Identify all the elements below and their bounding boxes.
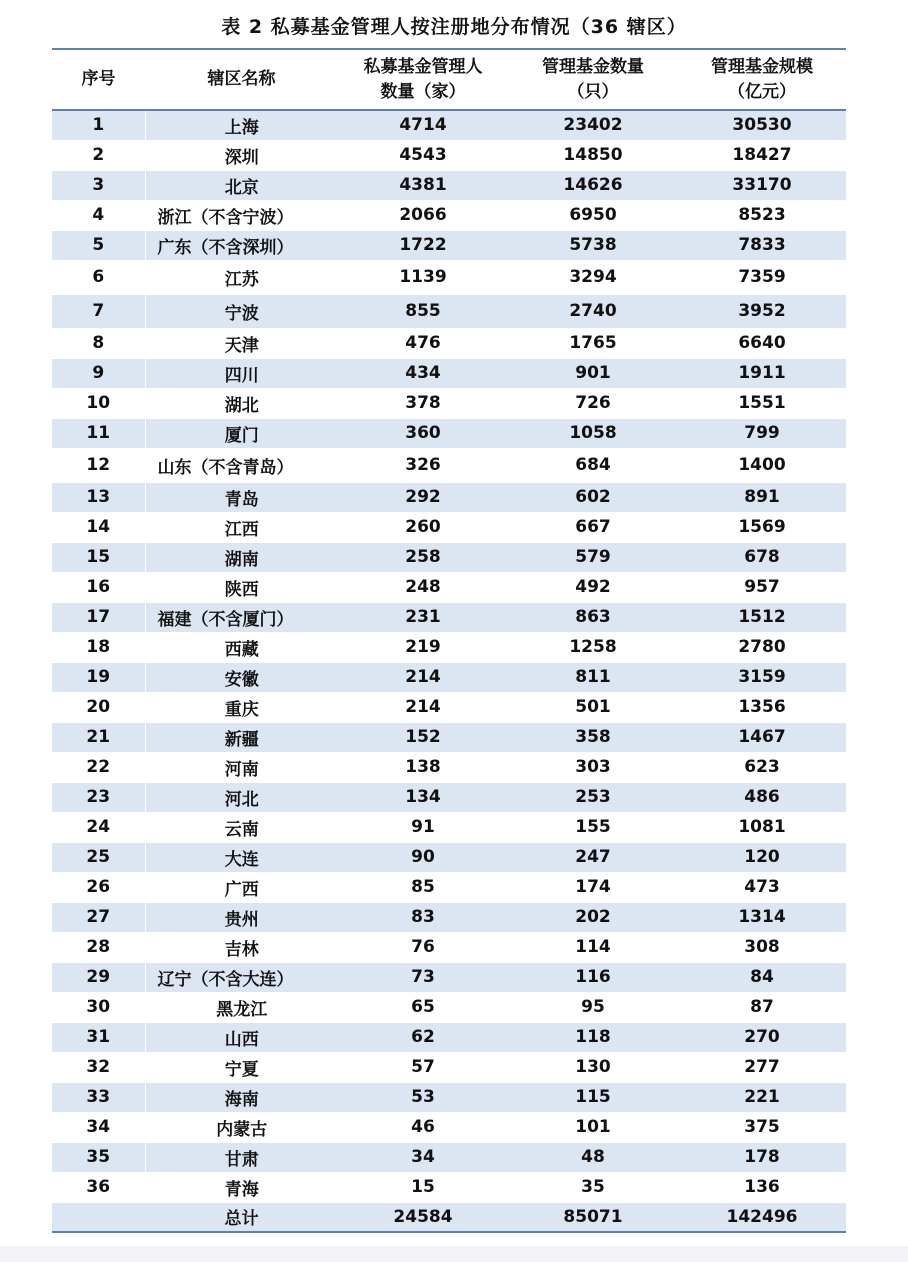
row-managers-cell: 2066 bbox=[338, 200, 508, 230]
total-funds: 85071 bbox=[563, 1206, 623, 1227]
table-row bbox=[52, 932, 846, 962]
header-managers-line1: 私募基金管理人 bbox=[363, 56, 483, 77]
row-index-cell: 13 bbox=[52, 482, 145, 512]
row-managers-cell: 34 bbox=[338, 1142, 508, 1172]
row-managers-cell: 1139 bbox=[338, 260, 508, 294]
row-aum-cell: 221 bbox=[678, 1082, 846, 1112]
row-managers-cell: 4543 bbox=[338, 140, 508, 170]
row-managers-cell: 46 bbox=[338, 1112, 508, 1142]
row-managers-cell: 214 bbox=[338, 662, 508, 692]
row-region-cell: 山东（不含青岛） bbox=[145, 448, 338, 482]
row-aum-cell: 7359 bbox=[678, 260, 846, 294]
row-aum-cell: 799 bbox=[678, 418, 846, 448]
row-managers-cell: 90 bbox=[338, 842, 508, 872]
table-row bbox=[52, 842, 846, 872]
row-funds-cell: 5738 bbox=[508, 230, 678, 260]
row-managers-cell: 248 bbox=[338, 572, 508, 602]
row-region-cell: 北京 bbox=[145, 170, 338, 200]
row-funds-cell: 14850 bbox=[508, 140, 678, 170]
row-region-cell: 海南 bbox=[145, 1082, 338, 1112]
row-index-cell: 5 bbox=[52, 230, 145, 260]
row-index-cell: 28 bbox=[52, 932, 145, 962]
row-region-cell: 江苏 bbox=[145, 260, 338, 294]
table-row bbox=[52, 722, 846, 752]
row-region-cell: 天津 bbox=[145, 328, 338, 358]
row-index-cell: 18 bbox=[52, 632, 145, 662]
row-aum-cell: 120 bbox=[678, 842, 846, 872]
table-row bbox=[52, 1022, 846, 1052]
header-region: 辖区名称 bbox=[207, 69, 276, 89]
row-aum-cell: 2780 bbox=[678, 632, 846, 662]
row-managers-cell: 360 bbox=[338, 418, 508, 448]
row-funds-cell: 35 bbox=[508, 1172, 678, 1202]
row-aum-cell: 1911 bbox=[678, 358, 846, 388]
row-region-cell: 青海 bbox=[145, 1172, 338, 1202]
row-index-cell: 16 bbox=[52, 572, 145, 602]
row-funds-cell: 95 bbox=[508, 992, 678, 1022]
row-index-cell: 2 bbox=[52, 140, 145, 170]
table-body bbox=[52, 110, 846, 1202]
row-managers-cell: 65 bbox=[338, 992, 508, 1022]
row-managers-cell: 76 bbox=[338, 932, 508, 962]
row-aum-cell: 1551 bbox=[678, 388, 846, 418]
row-funds-cell: 116 bbox=[508, 962, 678, 992]
row-index-cell: 24 bbox=[52, 812, 145, 842]
table-row bbox=[52, 260, 846, 294]
row-region-cell: 广西 bbox=[145, 872, 338, 902]
table-row bbox=[52, 110, 846, 140]
row-aum-cell: 6640 bbox=[678, 328, 846, 358]
row-region-cell: 内蒙古 bbox=[145, 1112, 338, 1142]
row-aum-cell: 3159 bbox=[678, 662, 846, 692]
row-index-cell: 26 bbox=[52, 872, 145, 902]
row-region-cell: 河北 bbox=[145, 782, 338, 812]
row-region-cell: 四川 bbox=[145, 358, 338, 388]
row-region-cell: 辽宁（不含大连） bbox=[145, 962, 338, 992]
row-aum-cell: 891 bbox=[678, 482, 846, 512]
row-managers-cell: 260 bbox=[338, 512, 508, 542]
row-aum-cell: 1081 bbox=[678, 812, 846, 842]
row-aum-cell: 178 bbox=[678, 1142, 846, 1172]
table-row bbox=[52, 692, 846, 722]
row-funds-cell: 101 bbox=[508, 1112, 678, 1142]
row-index-cell: 20 bbox=[52, 692, 145, 722]
row-managers-cell: 138 bbox=[338, 752, 508, 782]
row-funds-cell: 247 bbox=[508, 842, 678, 872]
row-region-cell: 云南 bbox=[145, 812, 338, 842]
row-funds-cell: 115 bbox=[508, 1082, 678, 1112]
row-aum-cell: 277 bbox=[678, 1052, 846, 1082]
row-region-cell: 山西 bbox=[145, 1022, 338, 1052]
header-managers-line2: 数量（家） bbox=[380, 81, 466, 102]
row-aum-cell: 957 bbox=[678, 572, 846, 602]
row-managers-cell: 85 bbox=[338, 872, 508, 902]
table-row bbox=[52, 1142, 846, 1172]
table-row bbox=[52, 448, 846, 482]
table-row bbox=[52, 812, 846, 842]
row-managers-cell: 214 bbox=[338, 692, 508, 722]
table-title: 表 2 私募基金管理人按注册地分布情况（36 辖区） bbox=[221, 16, 687, 38]
row-managers-cell: 292 bbox=[338, 482, 508, 512]
row-aum-cell: 623 bbox=[678, 752, 846, 782]
row-aum-cell: 87 bbox=[678, 992, 846, 1022]
row-region-cell: 大连 bbox=[145, 842, 338, 872]
table-header-row bbox=[52, 49, 846, 110]
row-index-cell: 30 bbox=[52, 992, 145, 1022]
row-funds-cell: 202 bbox=[508, 902, 678, 932]
row-funds-cell: 1058 bbox=[508, 418, 678, 448]
row-index-cell: 15 bbox=[52, 542, 145, 572]
table-row bbox=[52, 512, 846, 542]
table-row bbox=[52, 542, 846, 572]
row-index-cell: 25 bbox=[52, 842, 145, 872]
row-index-cell: 36 bbox=[52, 1172, 145, 1202]
row-funds-cell: 684 bbox=[508, 448, 678, 482]
row-index-cell: 17 bbox=[52, 602, 145, 632]
row-region-cell: 湖北 bbox=[145, 388, 338, 418]
row-region-cell: 吉林 bbox=[145, 932, 338, 962]
total-aum: 142496 bbox=[726, 1206, 798, 1227]
row-region-cell: 福建（不含厦门） bbox=[145, 602, 338, 632]
row-index-cell: 7 bbox=[52, 294, 145, 328]
row-index-cell: 22 bbox=[52, 752, 145, 782]
row-funds-cell: 811 bbox=[508, 662, 678, 692]
table-row bbox=[52, 1082, 846, 1112]
row-region-cell: 新疆 bbox=[145, 722, 338, 752]
table-row bbox=[52, 1052, 846, 1082]
table-row bbox=[52, 1172, 846, 1202]
row-index-cell: 21 bbox=[52, 722, 145, 752]
table-row bbox=[52, 872, 846, 902]
row-region-cell: 宁夏 bbox=[145, 1052, 338, 1082]
table-row bbox=[52, 482, 846, 512]
row-aum-cell: 1356 bbox=[678, 692, 846, 722]
table-row bbox=[52, 782, 846, 812]
row-region-cell: 深圳 bbox=[145, 140, 338, 170]
row-funds-cell: 492 bbox=[508, 572, 678, 602]
row-region-cell: 陕西 bbox=[145, 572, 338, 602]
row-region-cell: 黑龙江 bbox=[145, 992, 338, 1022]
row-managers-cell: 134 bbox=[338, 782, 508, 812]
header-funds-line1: 管理基金数量 bbox=[542, 56, 644, 77]
table-row bbox=[52, 140, 846, 170]
row-funds-cell: 23402 bbox=[508, 110, 678, 140]
row-index-cell: 12 bbox=[52, 448, 145, 482]
row-funds-cell: 6950 bbox=[508, 200, 678, 230]
row-funds-cell: 726 bbox=[508, 388, 678, 418]
table-row bbox=[52, 572, 846, 602]
row-aum-cell: 33170 bbox=[678, 170, 846, 200]
row-aum-cell: 486 bbox=[678, 782, 846, 812]
total-label: 总计 bbox=[224, 1209, 259, 1230]
row-funds-cell: 48 bbox=[508, 1142, 678, 1172]
row-index-cell: 6 bbox=[52, 260, 145, 294]
table-row bbox=[52, 294, 846, 328]
row-funds-cell: 667 bbox=[508, 512, 678, 542]
total-managers: 24584 bbox=[393, 1206, 453, 1227]
row-funds-cell: 1765 bbox=[508, 328, 678, 358]
row-funds-cell: 14626 bbox=[508, 170, 678, 200]
row-managers-cell: 57 bbox=[338, 1052, 508, 1082]
row-aum-cell: 1569 bbox=[678, 512, 846, 542]
row-region-cell: 甘肃 bbox=[145, 1142, 338, 1172]
table-row bbox=[52, 230, 846, 260]
row-managers-cell: 53 bbox=[338, 1082, 508, 1112]
table-row bbox=[52, 602, 846, 632]
row-aum-cell: 1314 bbox=[678, 902, 846, 932]
header-aum bbox=[678, 49, 846, 110]
table-row bbox=[52, 358, 846, 388]
row-funds-cell: 901 bbox=[508, 358, 678, 388]
header-funds-line2: （只） bbox=[567, 81, 619, 102]
row-funds-cell: 602 bbox=[508, 482, 678, 512]
row-managers-cell: 434 bbox=[338, 358, 508, 388]
row-region-cell: 贵州 bbox=[145, 902, 338, 932]
table-row bbox=[52, 1112, 846, 1142]
row-index-cell: 33 bbox=[52, 1082, 145, 1112]
row-funds-cell: 1258 bbox=[508, 632, 678, 662]
row-region-cell: 青岛 bbox=[145, 482, 338, 512]
row-aum-cell: 1400 bbox=[678, 448, 846, 482]
table-row bbox=[52, 962, 846, 992]
row-aum-cell: 1467 bbox=[678, 722, 846, 752]
row-funds-cell: 579 bbox=[508, 542, 678, 572]
row-funds-cell: 130 bbox=[508, 1052, 678, 1082]
row-index-cell: 31 bbox=[52, 1022, 145, 1052]
row-funds-cell: 174 bbox=[508, 872, 678, 902]
row-index-cell: 8 bbox=[52, 328, 145, 358]
table-row bbox=[52, 902, 846, 932]
row-region-cell: 宁波 bbox=[145, 294, 338, 328]
row-managers-cell: 378 bbox=[338, 388, 508, 418]
row-managers-cell: 476 bbox=[338, 328, 508, 358]
row-index-cell: 9 bbox=[52, 358, 145, 388]
row-region-cell: 广东（不含深圳） bbox=[145, 230, 338, 260]
table-row bbox=[52, 200, 846, 230]
row-funds-cell: 155 bbox=[508, 812, 678, 842]
row-funds-cell: 3294 bbox=[508, 260, 678, 294]
row-region-cell: 浙江（不含宁波） bbox=[145, 200, 338, 230]
row-index-cell: 14 bbox=[52, 512, 145, 542]
row-index-cell: 32 bbox=[52, 1052, 145, 1082]
row-aum-cell: 136 bbox=[678, 1172, 846, 1202]
row-managers-cell: 326 bbox=[338, 448, 508, 482]
registration-distribution-table bbox=[52, 48, 846, 1233]
row-managers-cell: 73 bbox=[338, 962, 508, 992]
row-index-cell: 19 bbox=[52, 662, 145, 692]
row-region-cell: 湖南 bbox=[145, 542, 338, 572]
total-index-cell bbox=[52, 1202, 145, 1232]
row-managers-cell: 258 bbox=[338, 542, 508, 572]
row-managers-cell: 91 bbox=[338, 812, 508, 842]
row-aum-cell: 1512 bbox=[678, 602, 846, 632]
table-row bbox=[52, 418, 846, 448]
row-managers-cell: 231 bbox=[338, 602, 508, 632]
table-row bbox=[52, 632, 846, 662]
row-managers-cell: 83 bbox=[338, 902, 508, 932]
row-aum-cell: 678 bbox=[678, 542, 846, 572]
row-aum-cell: 270 bbox=[678, 1022, 846, 1052]
header-aum-line2: （亿元） bbox=[728, 81, 796, 102]
row-managers-cell: 855 bbox=[338, 294, 508, 328]
header-funds bbox=[508, 49, 678, 110]
row-region-cell: 上海 bbox=[145, 110, 338, 140]
row-funds-cell: 2740 bbox=[508, 294, 678, 328]
row-index-cell: 23 bbox=[52, 782, 145, 812]
row-aum-cell: 473 bbox=[678, 872, 846, 902]
row-funds-cell: 863 bbox=[508, 602, 678, 632]
row-funds-cell: 501 bbox=[508, 692, 678, 722]
table-row bbox=[52, 388, 846, 418]
row-index-cell: 29 bbox=[52, 962, 145, 992]
row-index-cell: 34 bbox=[52, 1112, 145, 1142]
table-row bbox=[52, 170, 846, 200]
row-region-cell: 河南 bbox=[145, 752, 338, 782]
row-aum-cell: 30530 bbox=[678, 110, 846, 140]
total-row bbox=[52, 1202, 846, 1232]
row-funds-cell: 253 bbox=[508, 782, 678, 812]
row-funds-cell: 114 bbox=[508, 932, 678, 962]
row-aum-cell: 3952 bbox=[678, 294, 846, 328]
row-managers-cell: 62 bbox=[338, 1022, 508, 1052]
header-managers bbox=[338, 49, 508, 110]
row-region-cell: 重庆 bbox=[145, 692, 338, 722]
row-aum-cell: 308 bbox=[678, 932, 846, 962]
row-region-cell: 安徽 bbox=[145, 662, 338, 692]
row-index-cell: 4 bbox=[52, 200, 145, 230]
page-bottom-edge bbox=[0, 1246, 908, 1262]
row-aum-cell: 375 bbox=[678, 1112, 846, 1142]
row-managers-cell: 152 bbox=[338, 722, 508, 752]
row-managers-cell: 1722 bbox=[338, 230, 508, 260]
row-index-cell: 35 bbox=[52, 1142, 145, 1172]
row-region-cell: 江西 bbox=[145, 512, 338, 542]
header-index: 序号 bbox=[81, 69, 116, 89]
row-index-cell: 1 bbox=[52, 110, 145, 140]
row-region-cell: 西藏 bbox=[145, 632, 338, 662]
row-index-cell: 11 bbox=[52, 418, 145, 448]
row-index-cell: 27 bbox=[52, 902, 145, 932]
row-funds-cell: 358 bbox=[508, 722, 678, 752]
row-funds-cell: 118 bbox=[508, 1022, 678, 1052]
row-aum-cell: 8523 bbox=[678, 200, 846, 230]
table-row bbox=[52, 752, 846, 782]
row-managers-cell: 4714 bbox=[338, 110, 508, 140]
row-aum-cell: 18427 bbox=[678, 140, 846, 170]
row-index-cell: 3 bbox=[52, 170, 145, 200]
table-row bbox=[52, 328, 846, 358]
row-index-cell: 10 bbox=[52, 388, 145, 418]
row-funds-cell: 303 bbox=[508, 752, 678, 782]
table-row bbox=[52, 662, 846, 692]
row-aum-cell: 7833 bbox=[678, 230, 846, 260]
row-managers-cell: 15 bbox=[338, 1172, 508, 1202]
row-aum-cell: 84 bbox=[678, 962, 846, 992]
header-aum-line1: 管理基金规模 bbox=[711, 56, 813, 77]
row-managers-cell: 4381 bbox=[338, 170, 508, 200]
table-row bbox=[52, 992, 846, 1022]
row-region-cell: 厦门 bbox=[145, 418, 338, 448]
row-managers-cell: 219 bbox=[338, 632, 508, 662]
